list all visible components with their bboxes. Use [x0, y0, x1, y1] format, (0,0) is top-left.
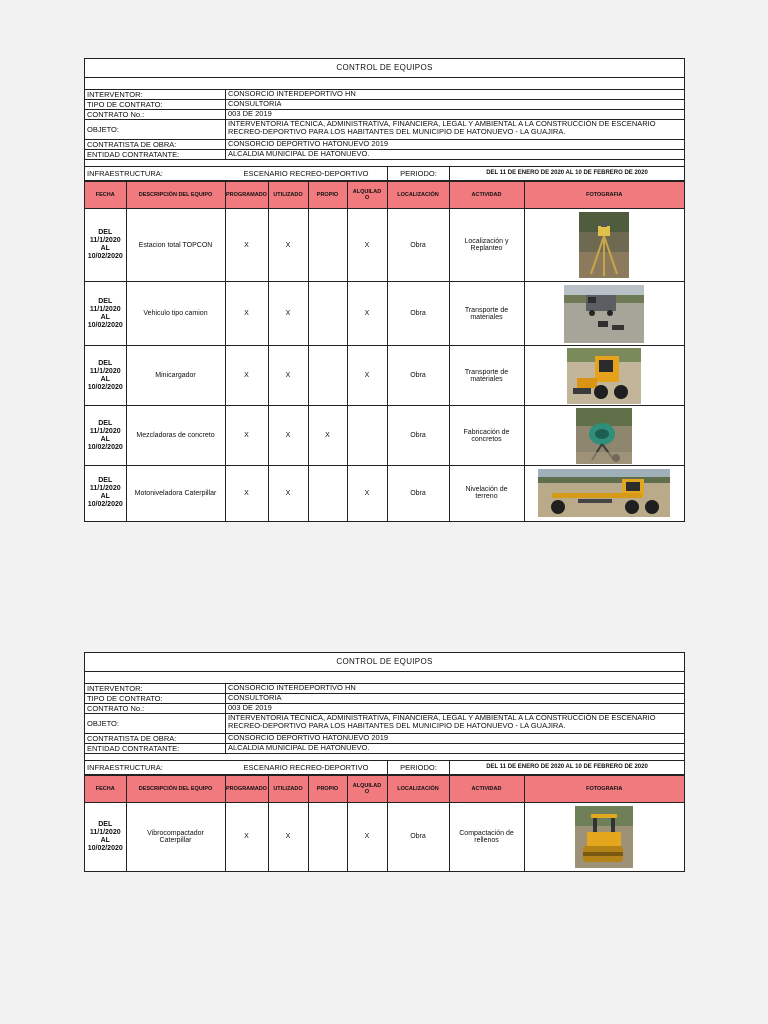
description-cell: Estacion total TOPCON — [126, 209, 225, 282]
photo-cell — [524, 346, 684, 406]
roller-compactor-photo — [575, 806, 633, 868]
location-cell: Obra — [387, 466, 449, 521]
photo-cell — [524, 406, 684, 466]
infrastructure-value: ESCENARIO RECREO-DEPORTIVO — [243, 169, 369, 178]
infrastructure-label: INFRAESTRUCTURA: — [87, 169, 163, 178]
contract-type-label: TIPO DE CONTRATO: — [87, 100, 163, 109]
rented-cell: X — [347, 466, 387, 521]
object-line-1: INTERVENTORIA TÉCNICA, ADMINISTRATIVA, FINANCIERA, LEGAL Y AMBIENTAL A LA CONSTRUCCIÓN DE ESCENARIO — [228, 713, 656, 722]
contractor-row — [85, 140, 684, 150]
rented-cell: X — [347, 803, 387, 871]
location-cell: Obra — [387, 346, 449, 406]
date-cell: DEL 11/1/2020 AL 10/02/2020 — [85, 406, 126, 466]
spacer-row — [85, 672, 684, 684]
location-cell: Obra — [387, 406, 449, 466]
object-row — [85, 120, 684, 140]
activity-cell: Transporte de materiales — [449, 346, 524, 406]
table-header-row — [85, 182, 684, 209]
entity-row — [85, 150, 684, 160]
truck-photo — [564, 285, 644, 343]
equipment-table — [85, 775, 684, 871]
date-cell: DEL 11/1/2020 AL 10/02/2020 — [85, 209, 126, 282]
period-value: DEL 11 DE ENERO DE 2020 AL 10 DE FEBRERO DE 2020 — [449, 761, 684, 774]
description-cell: Minicargador — [126, 346, 225, 406]
contractor-value: CONSORCIO DEPORTIVO HATONUEVO 2019 — [225, 734, 684, 743]
table-header-row — [85, 776, 684, 803]
contractor-value: CONSORCIO DEPORTIVO HATONUEVO 2019 — [225, 140, 684, 149]
contractor-row — [85, 734, 684, 744]
own-cell: X — [308, 406, 347, 466]
col-propio: PROPIO — [308, 182, 347, 209]
programmed-cell: X — [225, 466, 268, 521]
object-line-2: RECREO-DEPORTIVO PARA LOS HABITANTES DEL MUNICIPIO DE HATONUEVO - LA GUAJIRA. — [228, 721, 566, 730]
col-actividad: ACTIVIDAD — [449, 182, 524, 209]
col-actividad: ACTIVIDAD — [449, 776, 524, 803]
sheet-title: CONTROL DE EQUIPOS — [85, 59, 684, 78]
col-programado: PROGRAMADO — [225, 776, 268, 803]
interventor-row — [85, 684, 684, 694]
used-cell: X — [268, 406, 308, 466]
programmed-cell: X — [225, 346, 268, 406]
col-descripcion: DESCRIPCIÓN DEL EQUIPO — [126, 182, 225, 209]
entity-row — [85, 744, 684, 754]
sheet-title: CONTROL DE EQUIPOS — [85, 653, 684, 672]
activity-cell: Fabricación de concretos — [449, 406, 524, 466]
programmed-cell: X — [225, 803, 268, 871]
interventor-label: INTERVENTOR: — [87, 90, 143, 99]
col-fotografia: FOTOGRAFIA — [524, 776, 684, 803]
own-cell — [308, 466, 347, 521]
entity-label: ENTIDAD CONTRATANTE: — [87, 150, 180, 159]
col-localizacion: LOCALIZACIÓN — [387, 182, 449, 209]
skid-loader-photo — [567, 348, 641, 404]
description-cell: Vibrocompactador Caterpillar — [126, 803, 225, 871]
contract-type-value: CONSULTORIA — [225, 100, 684, 109]
entity-value: ALCALDIA MUNICIPAL DE HATONUEVO. — [225, 744, 684, 753]
table-row — [85, 209, 684, 282]
own-cell — [308, 209, 347, 282]
rented-cell: X — [347, 282, 387, 346]
spacer-row — [85, 160, 684, 167]
location-cell: Obra — [387, 209, 449, 282]
programmed-cell: X — [225, 406, 268, 466]
contract-type-row — [85, 100, 684, 110]
entity-label: ENTIDAD CONTRATANTE: — [87, 744, 180, 753]
col-propio: PROPIO — [308, 776, 347, 803]
period-value: DEL 11 DE ENERO DE 2020 AL 10 DE FEBRERO DE 2020 — [449, 167, 684, 180]
entity-value: ALCALDIA MUNICIPAL DE HATONUEVO. — [225, 150, 684, 159]
table-row — [85, 282, 684, 346]
spacer-row — [85, 78, 684, 90]
activity-cell: Transporte de materiales — [449, 282, 524, 346]
own-cell — [308, 803, 347, 871]
interventor-row — [85, 90, 684, 100]
activity-cell: Nivelación de terreno — [449, 466, 524, 521]
equipment-control-sheet-2 — [84, 652, 685, 872]
programmed-cell: X — [225, 282, 268, 346]
programmed-cell: X — [225, 209, 268, 282]
used-cell: X — [268, 346, 308, 406]
rented-cell: X — [347, 346, 387, 406]
contractor-label: CONTRATISTA DE OBRA: — [87, 140, 177, 149]
spacer-row — [85, 754, 684, 761]
col-fotografia: FOTOGRAFIA — [524, 182, 684, 209]
col-utilizado: UTILIZADO — [268, 776, 308, 803]
col-localizacion: LOCALIZACIÓN — [387, 776, 449, 803]
object-row — [85, 714, 684, 734]
period-label: PERIODO: — [387, 167, 449, 180]
infrastructure-row — [85, 167, 684, 181]
object-label: OBJETO: — [87, 125, 119, 134]
contract-number-label: CONTRATO No.: — [87, 110, 145, 119]
interventor-value: CONSORCIO INTERDEPORTIVO HN — [225, 90, 684, 99]
infrastructure-row — [85, 761, 684, 775]
location-cell: Obra — [387, 803, 449, 871]
photo-cell — [524, 466, 684, 521]
col-fecha: FECHA — [85, 776, 126, 803]
contract-type-value: CONSULTORIA — [225, 694, 684, 703]
activity-cell: Localización y Replanteo — [449, 209, 524, 282]
own-cell — [308, 282, 347, 346]
table-row — [85, 346, 684, 406]
contract-number-label: CONTRATO No.: — [87, 704, 145, 713]
rented-cell: X — [347, 209, 387, 282]
used-cell: X — [268, 209, 308, 282]
equipment-table — [85, 181, 684, 521]
col-fecha: FECHA — [85, 182, 126, 209]
contract-number-value: 003 DE 2019 — [225, 110, 684, 119]
contract-number-value: 003 DE 2019 — [225, 704, 684, 713]
object-label: OBJETO: — [87, 719, 119, 728]
description-cell: Vehiculo tipo camion — [126, 282, 225, 346]
infrastructure-value: ESCENARIO RECREO-DEPORTIVO — [243, 763, 369, 772]
interventor-label: INTERVENTOR: — [87, 684, 143, 693]
col-programado: PROGRAMADO — [225, 182, 268, 209]
contract-type-label: TIPO DE CONTRATO: — [87, 694, 163, 703]
date-cell: DEL 11/1/2020 AL 10/02/2020 — [85, 803, 126, 871]
date-cell: DEL 11/1/2020 AL 10/02/2020 — [85, 346, 126, 406]
infrastructure-label: INFRAESTRUCTURA: — [87, 763, 163, 772]
table-row — [85, 466, 684, 521]
survey-tripod-photo — [579, 212, 629, 278]
period-label: PERIODO: — [387, 761, 449, 774]
object-line-2: RECREO-DEPORTIVO PARA LOS HABITANTES DEL MUNICIPIO DE HATONUEVO - LA GUAJIRA. — [228, 127, 566, 136]
own-cell — [308, 346, 347, 406]
object-value — [225, 714, 684, 733]
contract-type-row — [85, 694, 684, 704]
col-alquilado: ALQUILAD O — [347, 776, 387, 803]
activity-cell: Compactación de rellenos — [449, 803, 524, 871]
col-utilizado: UTILIZADO — [268, 182, 308, 209]
motor-grader-photo — [538, 469, 670, 517]
photo-cell — [524, 209, 684, 282]
table-row — [85, 406, 684, 466]
used-cell: X — [268, 803, 308, 871]
description-cell: Mezcladoras de concreto — [126, 406, 225, 466]
description-cell: Motoniveladora Caterpillar — [126, 466, 225, 521]
contractor-label: CONTRATISTA DE OBRA: — [87, 734, 177, 743]
concrete-mixer-photo — [576, 408, 632, 464]
location-cell: Obra — [387, 282, 449, 346]
interventor-value: CONSORCIO INTERDEPORTIVO HN — [225, 684, 684, 693]
rented-cell — [347, 406, 387, 466]
table-row — [85, 803, 684, 871]
used-cell: X — [268, 466, 308, 521]
used-cell: X — [268, 282, 308, 346]
date-cell: DEL 11/1/2020 AL 10/02/2020 — [85, 466, 126, 521]
equipment-control-sheet-1 — [84, 58, 685, 522]
object-value — [225, 120, 684, 139]
date-cell: DEL 11/1/2020 AL 10/02/2020 — [85, 282, 126, 346]
col-alquilado: ALQUILAD O — [347, 182, 387, 209]
col-descripcion: DESCRIPCIÓN DEL EQUIPO — [126, 776, 225, 803]
object-line-1: INTERVENTORIA TÉCNICA, ADMINISTRATIVA, FINANCIERA, LEGAL Y AMBIENTAL A LA CONSTRUCCIÓN DE ESCENARIO — [228, 119, 656, 128]
photo-cell — [524, 282, 684, 346]
photo-cell — [524, 803, 684, 871]
